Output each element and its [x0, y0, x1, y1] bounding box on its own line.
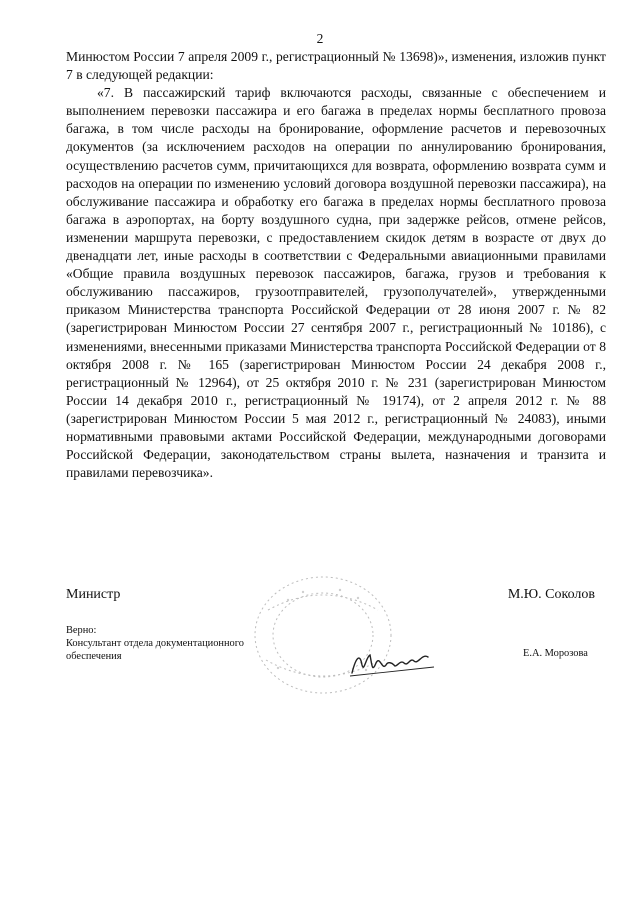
verification-block [66, 625, 266, 663]
verifier-name: Е.А. Морозова [523, 648, 588, 659]
verifier-position-line2: обеспечения [66, 650, 122, 662]
paragraph-item-7: «7. В пассажирский тариф включаются расходы, связанные с обеспечением и выполнением перевозки пассажира и его багажа в пределах нормы бесплатного провоза багажа, в том числе расходы на бронирование, оформление расчетов и перевозочных документов (за исключением расходов на операции по аннулированию бронирования, осуществлению расчетов сумм, причитающихся для возврата, оформлению возврата сумм и расходов на операции по изменению условий договора воздушной перевозки пассажира), на обслуживание пассажира и обработку его багажа в пределах нормы бесплатного провоза багажа в аэропортах, на борту воздушного судна, при задержке рейсов, отмене рейсов, изменении маршрута перевозки, с предоставлением скидок детям в возрасте от двух до двенадцати лет, иные расходы в соответствии с Федеральными авиационными правилами «Общие правила воздушных перевозок пассажиров, багажа, грузов и требования к обслуживанию пассажиров, грузоотправителей, грузополучателей», утвержденными приказом Министерства транспорта Российской Федерации от 28 июня 2007 г. № 82 (зарегистрирован Минюстом России 27 сентября 2007 г., регистрационный № 10186), с изменениями, внесенными приказами Министерства транспорта Российской Федерации от 8 октября 2008 г. № 165 (зарегистрирован Минюстом России 24 декабря 2008 г., регистрационный № 12964), от 25 октября 2010 г. № 231 (зарегистрирован Минюстом России 14 декабря 2010 г., регистрационный № 19174), от 2 апреля 2012 г. № 88 (зарегистрирован Минюстом России 5 мая 2012 г., регистрационный № 24083), иными нормативными правовыми актами Российской Федерации, международными договорами Российской Федерации, законодательством страны вылета, назначения и транзита и правилами перевозчика». [66, 85, 606, 481]
verifier-position-line1: Консультант отдела документационного [66, 637, 244, 649]
handwritten-signature-icon [348, 643, 438, 683]
document-body [66, 48, 606, 482]
verification-label: Верно: [66, 625, 97, 636]
signatory-name: М.Ю. Соколов [507, 587, 595, 602]
paragraph-intro: Минюстом России 7 апреля 2009 г., регистрационный № 13698)», изменения, изложив пункт 7 в следующей редакции: [66, 49, 606, 83]
page-number: 2 [316, 31, 324, 46]
signatory-title: Министр [66, 587, 121, 602]
